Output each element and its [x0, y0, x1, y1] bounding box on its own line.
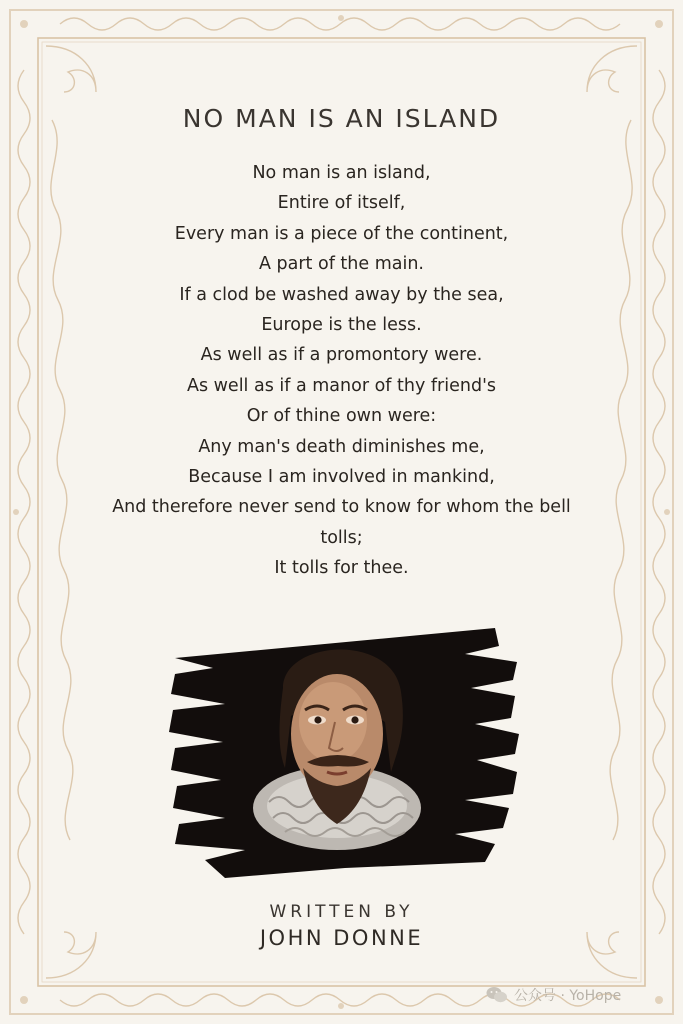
poem-line: Or of thine own were: — [246, 406, 437, 427]
poem-line: tolls; — [320, 527, 363, 548]
written-by-label: WRITTEN BY — [269, 902, 414, 922]
poem-line: Entire of itself, — [277, 193, 406, 214]
portrait-illustration — [165, 622, 520, 884]
poem-line: Because I am involved in mankind, — [188, 467, 495, 488]
poem-line: Europe is the less. — [261, 315, 422, 336]
poem-line: It tolls for thee. — [274, 558, 409, 579]
author-name: JOHN DONNE — [259, 926, 424, 950]
poem-line: A part of the main. — [259, 254, 424, 275]
watermark — [486, 985, 676, 1005]
poem-line: As well as if a promontory were. — [200, 345, 483, 366]
author-portrait — [165, 622, 520, 884]
poem-line: Every man is a piece of the continent, — [174, 223, 509, 244]
poem-line: No man is an island, — [252, 163, 431, 183]
watermark-text: 公众号 · YoHope — [514, 988, 622, 1004]
poem-line: Any man's death diminishes me, — [198, 436, 485, 457]
poem-title: NO MAN IS AN ISLAND — [182, 104, 501, 133]
poem-line: As well as if a manor of thy friend's — [186, 375, 497, 396]
wechat-icon — [486, 986, 508, 1004]
poem-line: And therefore never send to know for whom the bell — [112, 497, 571, 518]
poem-body — [60, 158, 623, 584]
poem-line: If a clod be washed away by the sea, — [179, 284, 504, 305]
